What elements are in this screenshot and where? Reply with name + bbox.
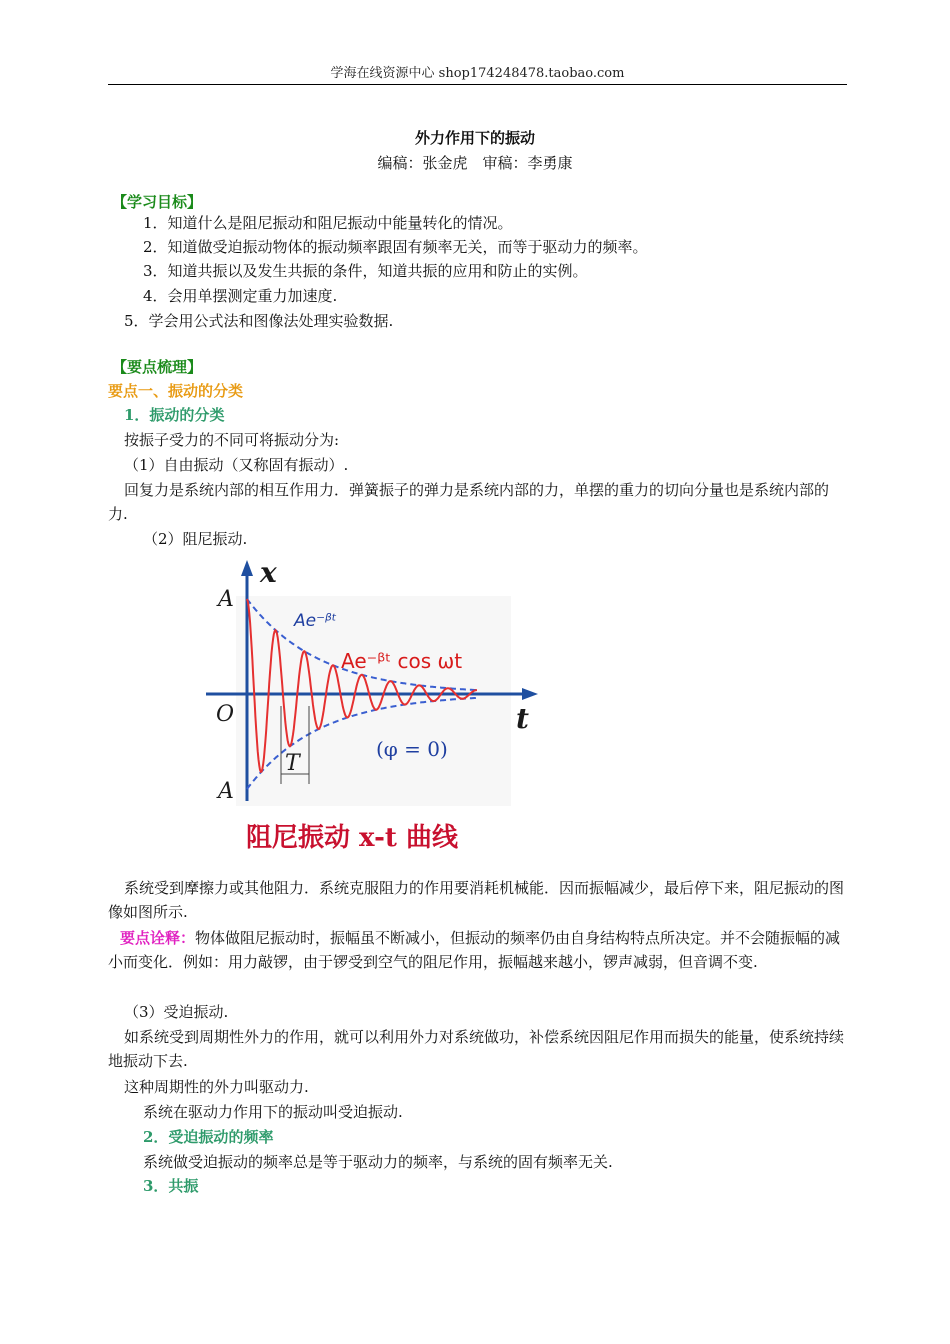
goal-item: 1．知道什么是阻尼振动和阻尼振动中能量转化的情况。 [143,214,513,232]
paragraph: 回复力是系统内部的相互作用力．弹簧振子的弹力是系统内部的力，单摆的重力的切向分量也是系统内部的力. [108,481,830,523]
paragraph: （3）受迫振动. [124,1003,229,1021]
section-heading: 3．共振 [143,1177,199,1195]
paragraph: （1）自由振动（又称固有振动）. [124,456,349,474]
t-axis-arrow [522,688,538,700]
document-title: 外力作用下的振动 [414,129,535,147]
goals-heading: 【学习目标】 [112,193,203,211]
paragraph: 系统做受迫振动的频率总是等于驱动力的频率，与系统的固有频率无关. [143,1153,613,1171]
summary-heading: 【要点梳理】 [112,358,203,376]
note-label: 要点诠释： [120,929,196,947]
paragraph: 按振子受力的不同可将振动分为: [124,431,340,449]
period-label: T [285,751,300,776]
section-heading: 1．振动的分类 [124,406,225,424]
envelope-label: Ae⁻ᵝᵗ [294,611,337,631]
editors-line: 编稿：张金虎 审稿：李勇康 [377,154,573,172]
paragraph: 系统在驱动力作用下的振动叫受迫振动. [143,1103,403,1121]
damped-oscillation-graph [196,556,546,861]
page-header: 学海在线资源中心 shop174248478.taobao.com [108,62,847,85]
damped-oscillation-figure [196,556,546,861]
paragraph: 如系统受到周期性外力的作用，就可以利用外力对系统做功，补偿系统因阻尼作用而损失的能量，使系统持续地振动下去. [108,1028,845,1070]
x-axis-arrow [241,560,253,576]
figure-caption: 阻尼振动 x-t 曲线 [246,823,458,853]
point1-heading: 要点一、振动的分类 [108,382,244,400]
goal-item: 4．会用单摆测定重力加速度. [143,287,338,305]
note-text: 物体做阻尼振动时，振幅虽不断减小，但振动的频率仍由自身结构特点所决定。并不会随振幅的减小而变化．例如：用力敲锣，由于锣受到空气的阻尼作用，振幅越来越小，锣声减弱，但音调不变. [108,929,841,971]
goal-item: 2．知道做受迫振动物体的振动频率跟固有频率无关，而等于驱动力的频率。 [143,238,648,256]
paragraph: （2）阻尼振动. [143,530,248,548]
x-axis-label: x [260,556,277,589]
origin-label: O [216,702,235,727]
paragraph: 这种周期性的外力叫驱动力. [124,1078,309,1096]
amplitude-top-label: A [218,587,234,612]
goal-item: 5．学会用公式法和图像法处理实验数据. [124,312,394,330]
phase-label: (φ = 0) [376,737,448,761]
curve-label: Ae⁻ᵝᵗ cos ωt [341,649,463,673]
goal-item: 3．知道共振以及发生共振的条件，知道共振的应用和防止的实例。 [143,262,588,280]
amplitude-bottom-label: A [218,779,234,804]
paragraph: 系统受到摩擦力或其他阻力．系统克服阻力的作用要消耗机械能．因而振幅减少，最后停下来，阻尼振动的图像如图所示. [108,879,845,921]
t-axis-label: t [516,702,529,735]
note-paragraph [108,926,848,974]
section-heading: 2．受迫振动的频率 [143,1128,274,1146]
